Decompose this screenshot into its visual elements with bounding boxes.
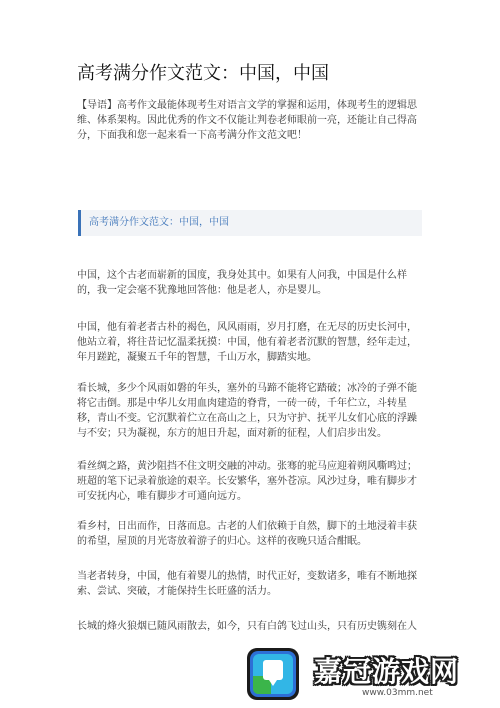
article-title: 高考满分作文范文：中国，中国	[77, 63, 329, 84]
paragraph-2: 中国，他有着老者古朴的褐色，风风雨雨，岁月打磨，在无尽的历史长河中，他站立着，将往昔记忆温柔抚摸：中国，他有着老者沉默的智慧，经年走过，年月蹉跎，凝聚五千年的智慧，千山万水，脚踏实地。	[77, 322, 417, 363]
section-heading-bar	[78, 210, 422, 236]
paragraph-1: 中国，这个古老而崭新的国度，我身处其中。如果有人问我，中国是什么样的，我一定会毫不犹豫地回答他：他是老人，亦是婴儿。	[77, 270, 407, 296]
paragraph-4: 看丝绸之路，黄沙阻挡不住文明交融的冲动。张骞的驼马应迎着朔风嘶鸣过；班超的笔下记录着旅途的艰辛。长安繁华，塞外苍凉。风沙过身，唯有脚步才可安抚内心，唯有脚步才可通向远方。	[77, 461, 417, 502]
brand-name: 嘉冠游戏网	[314, 655, 460, 688]
brand-logo-icon	[245, 646, 301, 702]
paragraph-6: 当老者转身，中国，他有着婴儿的热情，时代正好，变数诸多，唯有不断地探索、尝试、突破，才能保持生长旺盛的活力。	[77, 571, 417, 597]
section-heading: 高考满分作文范文：中国，中国	[89, 217, 229, 228]
paragraph-5: 看乡村，日出而作，日落而息。古老的人们依赖于自然，脚下的土地浸着丰获的希望，屋顶的月光寄放着游子的归心。这样的夜晚只适合酣眠。	[77, 521, 417, 547]
brand-url: www.03mm.net	[362, 688, 433, 698]
paragraph-7: 长城的烽火狼烟已随风雨散去，如今，只有白鸽飞过山头，只有历史镌刻在人	[77, 621, 417, 632]
paragraph-3: 看长城，多少个风雨如磐的年头，塞外的马蹄不能将它踏破；冰冷的子弹不能将它击倒。那是中华儿女用血肉建造的脊背，一砖一砖，千年伫立，斗转星移，青山不变。它沉默着伫立在高山之上，只为守护、抚平儿女们心底的浮躁与不安；只为凝视，东方的旭日升起，面对新的征程，人们启步出发。	[77, 383, 417, 439]
article-intro: 【导语】高考作文最能体现考生对语言文学的掌握和运用，体现考生的逻辑思维、体系架构。因此优秀的作文不仅能让判卷老师眼前一亮，还能让自己得高分，下面我和您一起来看一下高考满分作文范文吧！	[77, 100, 417, 141]
